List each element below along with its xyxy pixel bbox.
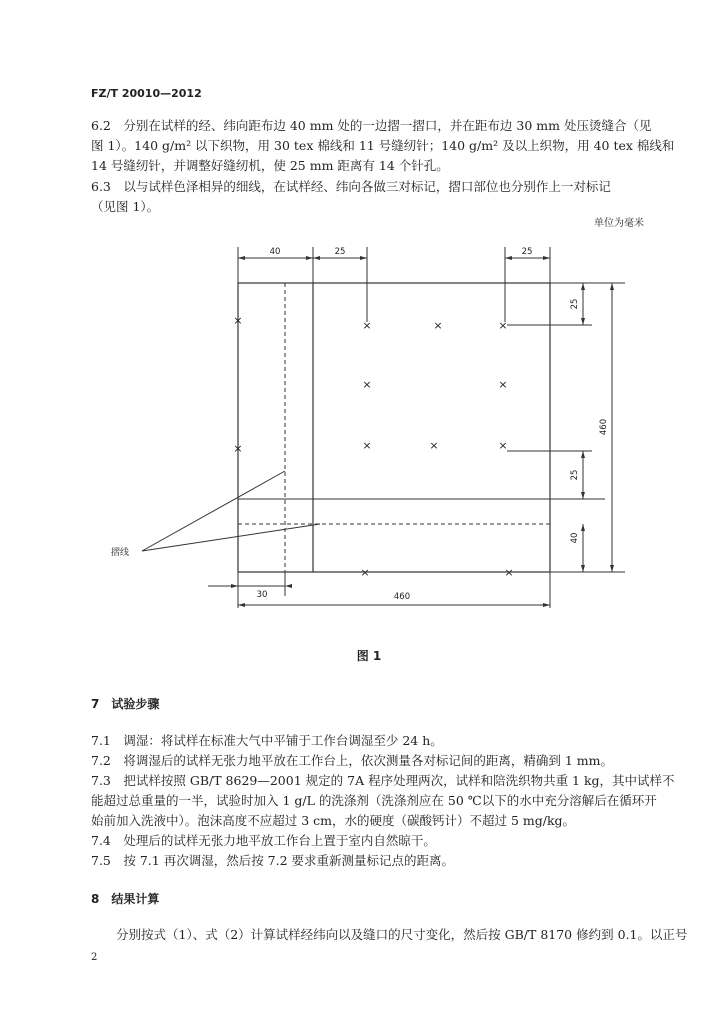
dim-label: 25 [570, 469, 580, 481]
text-line: 图 1）。140 g/m² 以下织物，用 30 tex 棉线和 11 号缝纫针；140 g/m² 及以上织物，用 40 tex 棉线和 [91, 138, 675, 153]
text-line: 分别按式（1）、式（2）计算试样经纬向以及缝口的尺寸变化，然后按 GB/T 8170 修约到 0.1。以正号 [116, 927, 688, 942]
mark-x: × [429, 439, 439, 452]
dim-label: 30 [256, 590, 268, 600]
mark-x: × [233, 442, 243, 455]
dim-label: 460 [599, 418, 609, 436]
text-line: 7.2 将调湿后的试样无张力地平放在工作台上，依次测量各对标记间的距离，精确到 1 mm。 [91, 753, 613, 768]
page-number: 2 [91, 952, 98, 963]
standard-code: FZ/T 20010—2012 [91, 87, 202, 100]
unit-note: 单位为毫米 [594, 218, 644, 229]
text-line: （见图 1）。 [91, 199, 160, 214]
text-line: 始前加入洗液中）。泡沫高度不应超过 3 cm，水的硬度（碳酸钙计）不超过 5 mg/kg。 [91, 813, 576, 828]
text-line: 7.3 把试样按照 GB/T 8629—2001 规定的 7A 程序处理两次，试样和陪洗织物共重 1 kg，其中试样不 [91, 773, 675, 788]
figure-caption: 图 1 [356, 649, 382, 663]
mark-x: × [362, 439, 372, 452]
mark-x: × [433, 319, 443, 332]
mark-x: × [362, 378, 372, 391]
dim-label: 40 [570, 532, 580, 544]
dim-label: 460 [393, 592, 411, 602]
mark-x: × [498, 319, 508, 332]
text-line: 14 号缝纫针，并调整好缝纫机，使 25 mm 距离有 14 个针孔。 [91, 158, 449, 173]
dim-label: 25 [570, 298, 580, 310]
dim-label: 40 [269, 247, 281, 257]
text-line: 7.4 处理后的试样无张力地平放工作台上置于室内自然晾干。 [91, 833, 436, 848]
mark-x: × [504, 566, 514, 579]
fold-label: 摺线 [110, 548, 130, 558]
dim-label: 25 [334, 247, 346, 257]
mark-x: × [233, 314, 243, 327]
mark-x: × [360, 566, 370, 579]
mark-x: × [498, 378, 508, 391]
text-line: 6.2 分别在试样的经、纬向距布边 40 mm 处的一边摺一摺口，并在距布边 30 mm 处压烫缝合（见 [91, 118, 652, 133]
section-8-title: 8 结果计算 [91, 892, 160, 906]
section-7-title: 7 试验步骤 [91, 697, 160, 711]
text-line: 7.1 调湿：将试样在标准大气中平铺于工作台调湿至少 24 h。 [91, 733, 443, 748]
text-line: 6.3 以与试样色泽相异的细线，在试样经、纬向各做三对标记，摺口部位也分别作上一对标记 [91, 179, 611, 194]
text-line: 能超过总重量的一半，试验时加入 1 g/L 的洗涤剂（洗涤剂应在 50 ℃以下的水中充分溶解后在循环开 [91, 793, 657, 808]
text-line: 7.5 按 7.1 再次调湿，然后按 7.2 要求重新测量标记点的距离。 [91, 853, 455, 868]
mark-x: × [362, 319, 372, 332]
dim-label: 25 [521, 247, 533, 257]
mark-x: × [498, 439, 508, 452]
